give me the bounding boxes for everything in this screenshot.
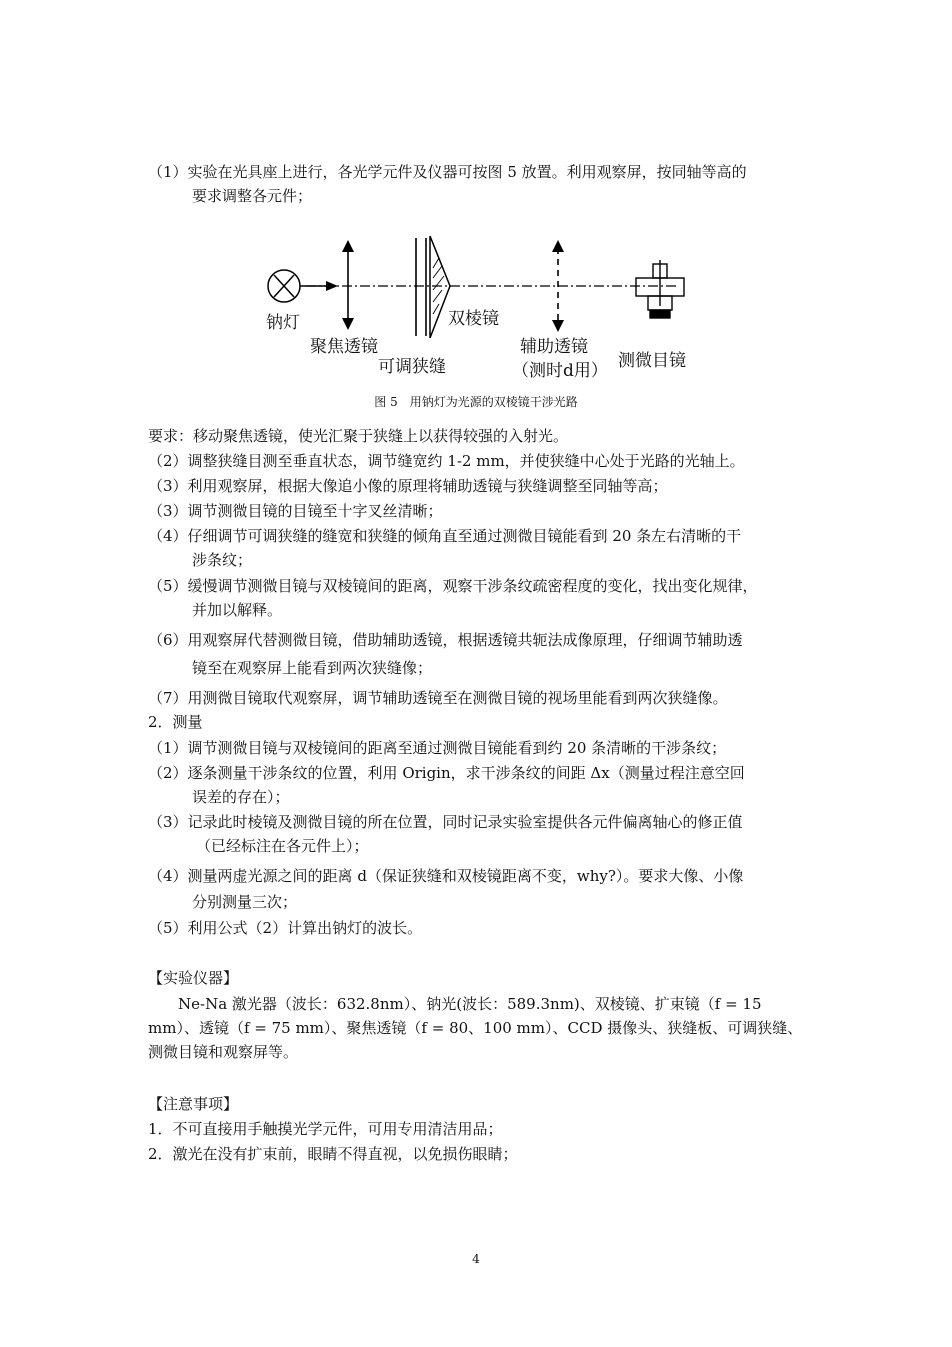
- adjust-step-line-cont: 涉条纹；: [192, 551, 253, 569]
- measure-step-line: （4）测量两虚光源之间的距离 d（保证狭缝和双棱镜距离不变，why?）。要求大像、小像: [148, 867, 744, 885]
- adjust-step-line: （7）用测微目镜取代观察屏，调节辅助透镜至在测微目镜的视场里能看到两次狭缝像。: [148, 689, 728, 707]
- label-focusing-lens: 聚焦透镜: [310, 337, 378, 357]
- adjust-step-line-cont: 并加以解释。: [192, 601, 283, 619]
- micrometer-eyepiece-symbol: [636, 260, 684, 318]
- label-biprism: 双棱镜: [448, 309, 499, 329]
- figure-caption: 图 5 用钠灯为光源的双棱镜干涉光路: [374, 395, 578, 409]
- adjust-step-line: （2）调整狭缝目测至垂直状态，调节缝宽约 1-2 mm，并使狭缝中心处于光路的光轴上。: [148, 452, 745, 470]
- measure-step-line: （1）调节测微目镜与双棱镜间的距离至通过测微目镜能看到约 20 条清晰的干涉条纹；: [148, 739, 727, 757]
- measure-heading: 2．测量: [148, 713, 203, 731]
- note-item: 1．不可直接用手触摸光学元件，可用专用清洁用品；: [148, 1120, 503, 1138]
- step-1-line-2: 要求调整各元件；: [192, 187, 313, 205]
- biprism-symbol: [430, 236, 450, 338]
- measure-step-line-cont: 误差的存在）；: [192, 788, 290, 806]
- label-sodium-lamp: 钠灯: [266, 313, 300, 333]
- measure-step-line-cont: 分别测量三次；: [192, 893, 298, 911]
- step-1-line-1: （1）实验在光具座上进行，各光学元件及仪器可按图 5 放置。利用观察屏，按同轴等高的: [148, 163, 747, 181]
- label-aux-lens-note: （测时d用）: [512, 361, 608, 381]
- requirement-text: 要求：移动聚焦透镜，使光汇聚于狭缝上以获得较强的入射光。: [148, 427, 569, 445]
- instruments-text: Ne-Na 激光器（波长：632.8nm）、钠光(波长：589.3nm)、双棱镜、扩束镜（f = 15 mm）、透镜（f = 75 mm）、聚焦透镜（f = 80、100 mm）、CCD 摄像头、狭缝板、可调狭缝、测微目镜和观察屏等。: [148, 995, 803, 1061]
- page-number: 4: [472, 1252, 480, 1266]
- adjust-step-line: （3）利用观察屏，根据大像追小像的原理将辅助透镜与狭缝调整至同轴等高；: [148, 477, 668, 495]
- measure-step-line: （5）利用公式（2）计算出钠灯的波长。: [148, 919, 423, 937]
- adjust-step-line: （5）缓慢调节测微目镜与双棱镜间的距离，观察干涉条纹疏密程度的变化，找出变化规律，: [148, 577, 758, 595]
- adjustable-slit-symbol: [416, 238, 426, 336]
- adjust-step-line: （4）仔细调节可调狭缝的缝宽和狭缝的倾角直至通过测微目镜能看到 20 条左右清晰的干: [148, 527, 742, 545]
- label-aux-lens: 辅助透镜: [520, 337, 588, 357]
- label-micrometer-eyepiece: 测微目镜: [618, 351, 686, 371]
- note-item: 2．激光在没有扩束前，眼睛不得直视，以免损伤眼睛；: [148, 1145, 518, 1163]
- measure-step-line: （2）逐条测量干涉条纹的位置，利用 Origin，求干涉条纹的间距 Δx（测量过程注意空回: [148, 764, 745, 782]
- focusing-lens-symbol: [342, 240, 354, 330]
- optical-path-figure: [250, 228, 720, 388]
- measure-step-line: （3）记录此时棱镜及测微目镜的所在位置，同时记录实验室提供各元件偏离轴心的修正值: [148, 813, 743, 831]
- measure-step-line-cont: （已经标注在各元件上）；: [196, 837, 369, 855]
- notes-heading: 【注意事项】: [148, 1095, 239, 1113]
- instruments-heading: 【实验仪器】: [148, 969, 239, 987]
- light-arrow: [300, 281, 338, 291]
- adjust-step-line: （3）调节测微目镜的目镜至十字叉丝清晰；: [148, 502, 443, 520]
- adjust-step-line-cont: 镜至在观察屏上能看到两次狭缝像；: [192, 659, 433, 677]
- adjust-step-line: （6）用观察屏代替测微目镜，借助辅助透镜，根据透镜共轭法成像原理，仔细调节辅助透: [148, 631, 743, 649]
- label-adjustable-slit: 可调狭缝: [378, 357, 446, 377]
- sodium-lamp-symbol: [268, 270, 300, 302]
